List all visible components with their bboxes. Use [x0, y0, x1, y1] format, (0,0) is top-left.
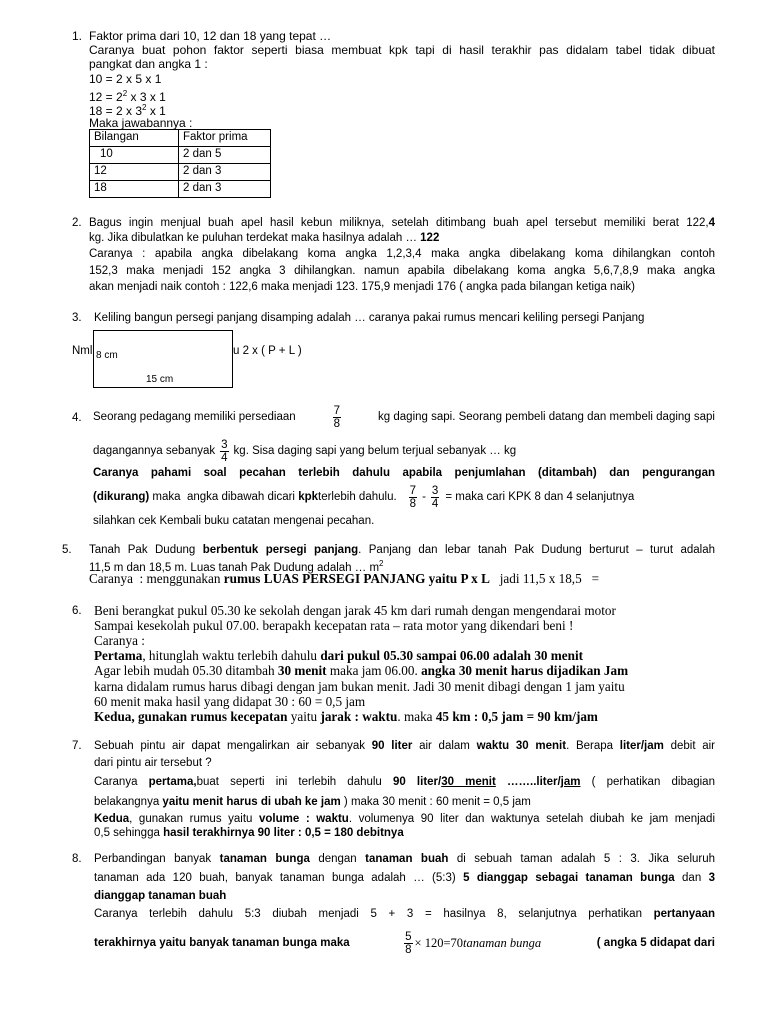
- q8-line-5: terakhirnya yaitu banyak tanaman bunga maka $\frac{5}{8}$ × 120=70 tanaman bunga ( angka 5 didapat dari: [94, 930, 715, 956]
- table-cell: 2 dan 3: [179, 181, 271, 198]
- q8-line-2: tanaman ada 120 buah, banyak tanaman bunga adalah … (5:3) 5 dianggap sebagai tanaman bunga dan 3: [94, 872, 715, 884]
- table-cell: 12: [90, 164, 179, 181]
- q5-line-1: Tanah Pak Dudung berbentuk persegi panjang. Panjang dan lebar tanah Pak Dudung berturut – turut adalah: [89, 544, 715, 556]
- q2-line-3: Caranya : apabila angka dibelakang koma angka 1,2,3,4 maka angka dibelakang koma dihilangkan contoh: [89, 248, 715, 260]
- q6-line-7: 60 menit maka hasil yang didapat 30 : 60 = 0,5 jam: [94, 694, 366, 709]
- q4-number: 4.: [72, 412, 82, 424]
- q3-left-text: Nml: [72, 345, 93, 357]
- table-header-cell: Bilangan: [90, 130, 179, 147]
- q6-number: 6.: [72, 605, 82, 617]
- q7-number: 7.: [72, 740, 82, 752]
- table-cell: 2 dan 5: [179, 147, 271, 164]
- q1-factor-10: 10 = 2 x 5 x 1: [89, 72, 162, 86]
- q7-line-2: dari pintu air tersebut ?: [94, 757, 212, 769]
- q2-line-4: 152,3 maka menjadi 152 angka 3 dihilangkan. namun apabila dibelakang koma angka 5,6,7,8,9 maka angka: [89, 265, 715, 277]
- rectangle-figure: [93, 330, 233, 388]
- table-cell: 2 dan 3: [179, 164, 271, 181]
- table-cell: 10: [90, 147, 179, 164]
- q4-line-1: Seorang pedagang memiliki persediaan $\frac{7}{8}$ kg daging sapi. Seorang pembeli datang dan membeli daging sapi: [93, 404, 715, 430]
- q3-line-1: Keliling bangun persegi panjang disamping adalah … caranya pakai rumus mencari keliling persegi Panjang: [94, 312, 645, 324]
- q7-line-4: belakangnya yaitu menit harus di ubah ke jam ) maka 30 menit : 60 menit = 0,5 jam: [94, 796, 531, 808]
- table-row: [90, 164, 271, 181]
- q6-line-8: Kedua, gunakan rumus kecepatan yaitu jarak : waktu. maka 45 km : 0,5 jam = 90 km/jam: [94, 709, 598, 724]
- q1-method-line-1: Caranya buat pohon faktor seperti biasa membuat kpk tapi di hasil terakhir pas didalam tabel tidak dibuat: [89, 43, 715, 57]
- q4-line-3: Caranya pahami soal pecahan terlebih dahulu apabila penjumlahan (ditambah) dan pengurangan: [93, 467, 715, 479]
- q1-answer-label: Maka jawabannya :: [89, 116, 193, 130]
- q5-line-2: 11,5 m dan 18,5 m. Luas tanah Pak Dudung adalah … $m^2$: [89, 559, 384, 574]
- q6-line-3: Caranya :: [94, 633, 145, 648]
- q2-line-2: kg. Jika dibulatkan ke puluhan terdekat maka hasilnya adalah … 122: [89, 232, 440, 244]
- table-header-row: [90, 130, 271, 147]
- q8-number: 8.: [72, 853, 82, 865]
- q4-line-2: dagangannya sebanyak $\frac{3}{4}$ kg. Sisa daging sapi yang belum terjual sebanyak … kg: [93, 438, 517, 464]
- table-header-cell: Faktor prima: [179, 130, 271, 147]
- q3-formula: u 2 x ( P + L ): [233, 345, 302, 357]
- q1-factor-12: $12 = 2^2$ x 3 x 1: [89, 89, 166, 104]
- q8-line-4: Caranya terlebih dahulu 5:3 diubah menjadi 5 + 3 = hasilnya 8, selanjutnya perhatikan pertanyaan: [94, 908, 715, 920]
- fraction-7-8: $\frac{7}{8}$: [333, 404, 341, 430]
- q8-line-3: dianggap tanaman buah: [94, 890, 227, 902]
- table-cell: 18: [90, 181, 179, 198]
- q7-line-1: Sebuah pintu air dapat mengalirkan air sebanyak 90 liter air dalam waktu 30 menit. Berapa liter/jam debit air: [94, 740, 716, 752]
- q5-line-3: Caranya : menggunakan rumus LUAS PERSEGI PANJANG yaitu P x L jadi 11,5 x 18,5 =: [89, 571, 600, 586]
- q7-line-6: 0,5 sehingga hasil terakhirnya 90 liter : 0,5 = 180 debitnya: [94, 827, 404, 839]
- q8-line-1: Perbandingan banyak tanaman bunga dengan tanaman buah di sebuah taman adalah 5 : 3. Jika seluruh: [94, 853, 716, 865]
- table-row: [90, 147, 271, 164]
- rectangle-length-label: 15 cm: [146, 374, 174, 385]
- q4-line-4: (dikurang) maka angka dibawah dicari kpk terlebih dahulu. $\frac{7}{8}$ - $\frac{3}{4}$ = maka cari KPK 8 dan 4 selanjutnya: [93, 484, 635, 510]
- q2-line-1: Bagus ingin menjual buah apel hasil kebun miliknya, setelah ditimbang buah apel tersebut memiliki berat 122,4: [89, 217, 715, 229]
- q1-question: Faktor prima dari 10, 12 dan 18 yang tepat …: [89, 29, 332, 43]
- q2-line-5: akan menjadi naik contoh : 122,6 maka menjadi 123. 175,9 menjadi 176 ( angka pada bilangan ketiga naik): [89, 281, 635, 293]
- fraction-5-8: $\frac{5}{8}$: [405, 930, 412, 956]
- fraction-7-8-b: $\frac{7}{8}$: [409, 484, 417, 510]
- table-row: [90, 181, 271, 198]
- q6-line-1: Beni berangkat pukul 05.30 ke sekolah dengan jarak 45 km dari rumah dengan mengendarai motor: [94, 603, 616, 618]
- q1-number: 1.: [72, 29, 83, 43]
- q7-line-3: Caranya pertama,buat seperti ini terlebih dahulu 90 liter/30 menit ……..liter/jam ( perhatikan dibagian: [94, 776, 715, 788]
- q7-line-5: Kedua, gunakan rumus yaitu volume : waktu. volumenya 90 liter dan waktunya setelah diubah ke jam menjadi: [94, 813, 715, 825]
- q6-line-5: Agar lebih mudah 05.30 ditambah 30 menit maka jam 06.00. angka 30 menit harus dijadikan Jam: [94, 663, 629, 678]
- fraction-3-4: $\frac{3}{4}$: [221, 438, 228, 464]
- fraction-3-4-b: $\frac{3}{4}$: [431, 484, 439, 510]
- q2-number: 2.: [72, 217, 82, 229]
- q6-line-6: karna didalam rumus harus dibagi dengan jam bukan menit. Jadi 30 menit dibagi dengan 1 jam yaitu: [94, 679, 625, 694]
- q4-line-5: silahkan cek Kembali buku catatan mengenai pecahan.: [93, 515, 375, 527]
- q1-method-line-2: pangkat dan angka 1 :: [89, 57, 208, 71]
- q6-line-4: Pertama, hitunglah waktu terlebih dahulu dari pukul 05.30 sampai 06.00 adalah 30 menit: [94, 648, 584, 663]
- prime-factor-table: [89, 129, 271, 198]
- q1-factor-18: 18 = 2 x $3^2$ x 1: [89, 103, 166, 118]
- q6-line-2: Sampai kesekolah pukul 07.00. berapakh kecepatan rata – rata motor yang dikendari beni !: [94, 618, 574, 633]
- rectangle-width-label: 8 cm: [96, 350, 118, 361]
- q5-number: 5.: [62, 544, 72, 556]
- q3-number: 3.: [72, 312, 82, 324]
